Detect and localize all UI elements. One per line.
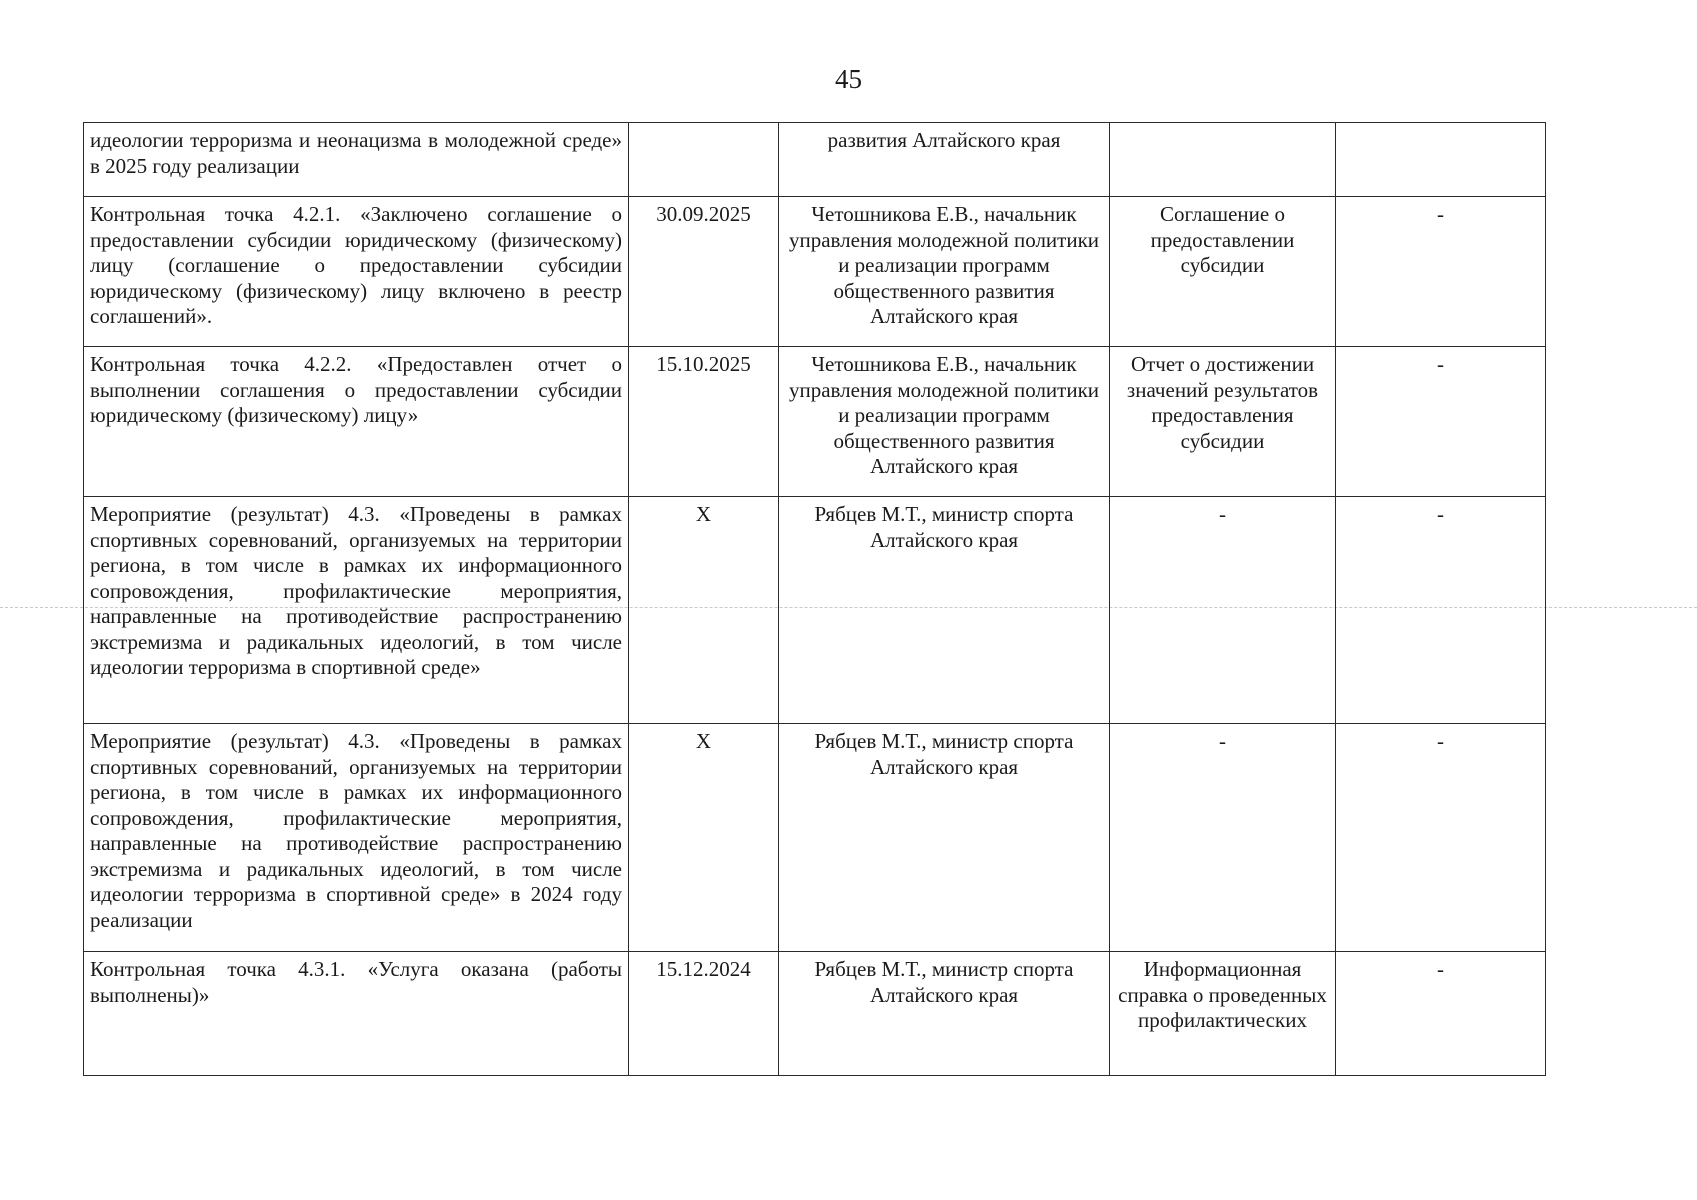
document-cell	[1110, 123, 1336, 197]
responsible-cell: развития Алтайского края	[779, 123, 1110, 197]
deadline-cell: X	[629, 497, 779, 724]
table-row	[84, 197, 1546, 347]
deadline-cell: 30.09.2025	[629, 197, 779, 347]
notes-cell: -	[1336, 197, 1546, 347]
plan-table	[83, 122, 1546, 1076]
event-description-cell: Мероприятие (результат) 4.3. «Проведены в рамках спортивных соревнований, организуемых на территории региона, в том числе в рамках их информационного сопровождения, профилактические мероприятия, направленные на противодействие распространению экстремизма и радикальных идеологий, в том числе идеологии терроризма в спортивной среде»	[84, 497, 629, 724]
notes-cell	[1336, 123, 1546, 197]
table-row	[84, 347, 1546, 497]
document-cell: Отчет о достижении значений результатов предоставления субсидии	[1110, 347, 1336, 497]
responsible-cell: Четошникова Е.В., начальник управления молодежной политики и реализации программ общественного развития Алтайского края	[779, 347, 1110, 497]
responsible-cell: Рябцев М.Т., министр спорта Алтайского края	[779, 497, 1110, 724]
document-cell: Информационная справка о проведенных профилактических	[1110, 952, 1336, 1076]
document-cell: -	[1110, 497, 1336, 724]
deadline-cell: 15.12.2024	[629, 952, 779, 1076]
table-row	[84, 724, 1546, 952]
responsible-cell: Рябцев М.Т., министр спорта Алтайского края	[779, 724, 1110, 952]
table-row	[84, 952, 1546, 1076]
page-number: 45	[835, 64, 862, 94]
notes-cell: -	[1336, 952, 1546, 1076]
event-description-cell: идеологии терроризма и неонацизма в молодежной среде» в 2025 году реализации	[84, 123, 629, 197]
event-description-cell: Контрольная точка 4.2.2. «Предоставлен отчет о выполнении соглашения о предоставлении субсидии юридическому (физическому) лицу»	[84, 347, 629, 497]
deadline-cell: X	[629, 724, 779, 952]
document-cell: Соглашение о предоставлении субсидии	[1110, 197, 1336, 347]
event-description-cell: Контрольная точка 4.2.1. «Заключено соглашение о предоставлении субсидии юридическому (физическому) лицу (соглашение о предоставлении субсидии юридическому (физическому) лицу включено в реестр соглашений».	[84, 197, 629, 347]
responsible-cell: Четошникова Е.В., начальник управления молодежной политики и реализации программ общественного развития Алтайского края	[779, 197, 1110, 347]
table-row	[84, 123, 1546, 197]
deadline-cell: 15.10.2025	[629, 347, 779, 497]
notes-cell: -	[1336, 497, 1546, 724]
event-description-cell: Мероприятие (результат) 4.3. «Проведены в рамках спортивных соревнований, организуемых на территории региона, в том числе в рамках их информационного сопровождения, профилактические мероприятия, направленные на противодействие распространению экстремизма и радикальных идеологий, в том числе идеологии терроризма в спортивной среде» в 2024 году реализации	[84, 724, 629, 952]
responsible-cell: Рябцев М.Т., министр спорта Алтайского края	[779, 952, 1110, 1076]
notes-cell: -	[1336, 724, 1546, 952]
table-row	[84, 497, 1546, 724]
event-description-cell: Контрольная точка 4.3.1. «Услуга оказана (работы выполнены)»	[84, 952, 629, 1076]
notes-cell: -	[1336, 347, 1546, 497]
deadline-cell	[629, 123, 779, 197]
document-cell: -	[1110, 724, 1336, 952]
